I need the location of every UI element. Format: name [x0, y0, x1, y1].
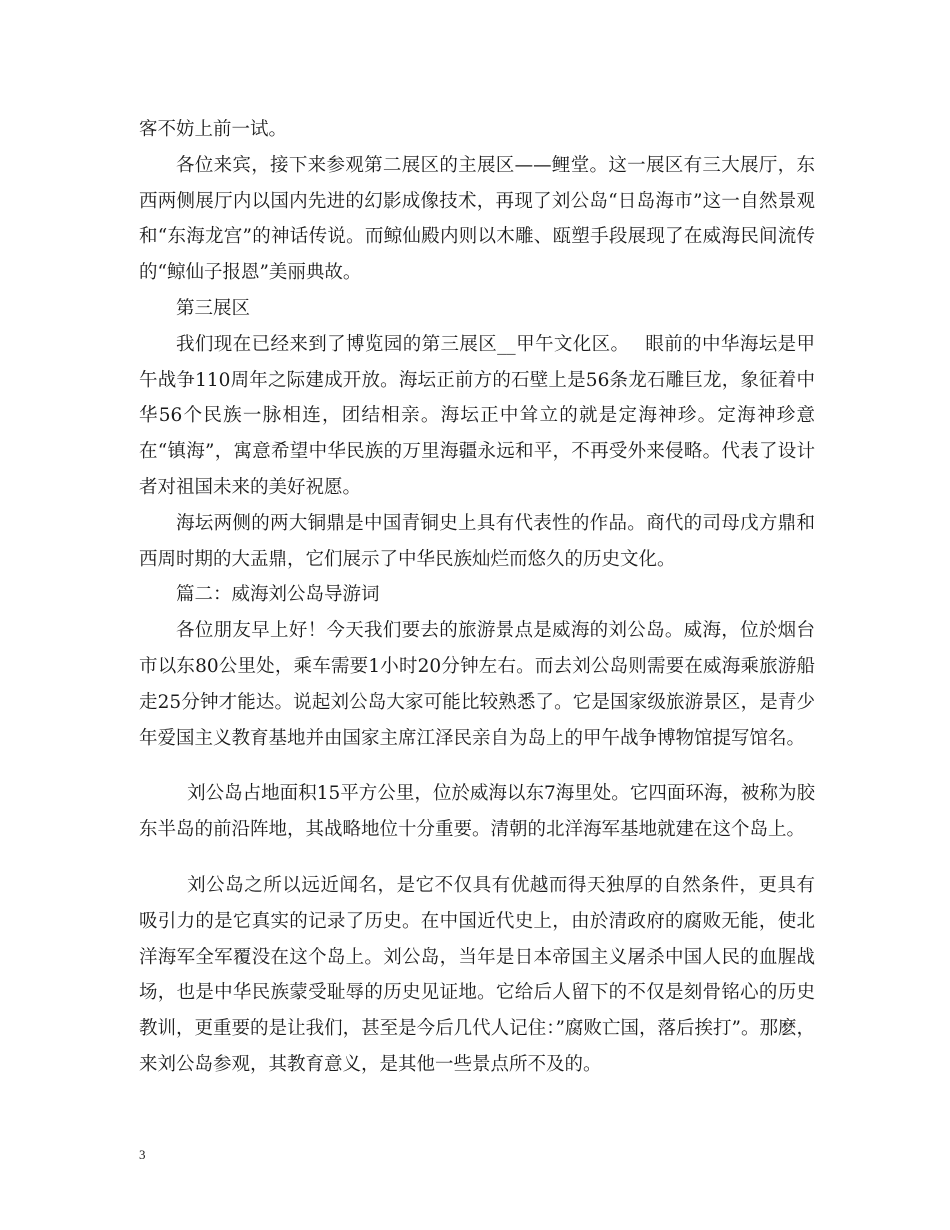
paragraph-greeting: 各位朋友早上好！今天我们要去的旅游景点是威海的刘公岛。威海，位於烟台市以东80公里处，乘车需要1小时20分钟左右。而去刘公岛则需要在威海乘旅游船走25分钟才能达。说起刘公岛大家可能比较熟悉了。它是国家级旅游景区，是青少年爱国主义教育基地并由国家主席江泽民亲自为岛上的甲午战争博物馆提写馆名。 — [139, 620, 815, 749]
section-heading-third-exhibition: 第三展区 — [176, 297, 251, 319]
document-body — [139, 112, 815, 1083]
paragraph-second-exhibition: 各位来宾，接下来参观第二展区的主展区——鲤堂。这一展区有三大展厅，东西两侧展厅内以国内先进的幻影成像技术，再现了刘公岛“日岛海市”这一自然景观和“东海龙宫”的神话传说。而鲸仙殿内则以木雕、瓯塑手段展现了在威海民间流传的“鲸仙子报恩”美丽典故。 — [139, 154, 815, 284]
page-number: 3 — [139, 1147, 146, 1162]
paragraph-island-area: 刘公岛占地面积15平方公里，位於威海以东7海里处。它四面环海，被称为胶东半岛的前沿阵地，其战略地位十分重要。清朝的北洋海军基地就建在这个岛上。 — [139, 783, 815, 841]
paragraph-bronze-ding: 海坛两侧的两大铜鼎是中国青铜史上具有代表性的作品。商代的司母戊方鼎和西周时期的大盂鼎，它们展示了中华民族灿烂而悠久的历史文化。 — [139, 512, 815, 570]
paragraph-continuation: 客不妨上前一试。 — [139, 119, 288, 140]
paragraph-third-exhibition: 我们现在已经来到了博览园的第三展区__甲午文化区。 眼前的中华海坛是甲午战争110周年之际建成开放。海坛正前方的石壁上是56条龙石雕巨龙，象征着中华56个民族一脉相连，团结相亲。海坛正中耸立的就是定海神珍。定海神珍意在“镇海”，寓意希望中华民族的万里海疆永远和平，不再受外来侵略。代表了设计者对祖国未来的美好祝愿。 — [139, 333, 815, 498]
paragraph-island-history: 刘公岛之所以远近闻名，是它不仅具有优越而得天独厚的自然条件，更具有吸引力的是它真实的记录了历史。在中国近代史上，由於清政府的腐败无能，使北洋海军全军覆没在这个岛上。刘公岛，当年是日本帝国主义屠杀中国人民的血腥战场，也是中华民族蒙受耻辱的历史见证地。它给后人留下的不仅是刻骨铭心的历史教训，更重要的是让我们，甚至是今后几代人记住：”腐败亡国，落后挨打”。那麽，来刘公岛参观，其教育意义，是其他一些景点所不及的。 — [139, 874, 815, 1075]
section-heading-part-two: 篇二：威海刘公岛导游词 — [176, 584, 380, 606]
